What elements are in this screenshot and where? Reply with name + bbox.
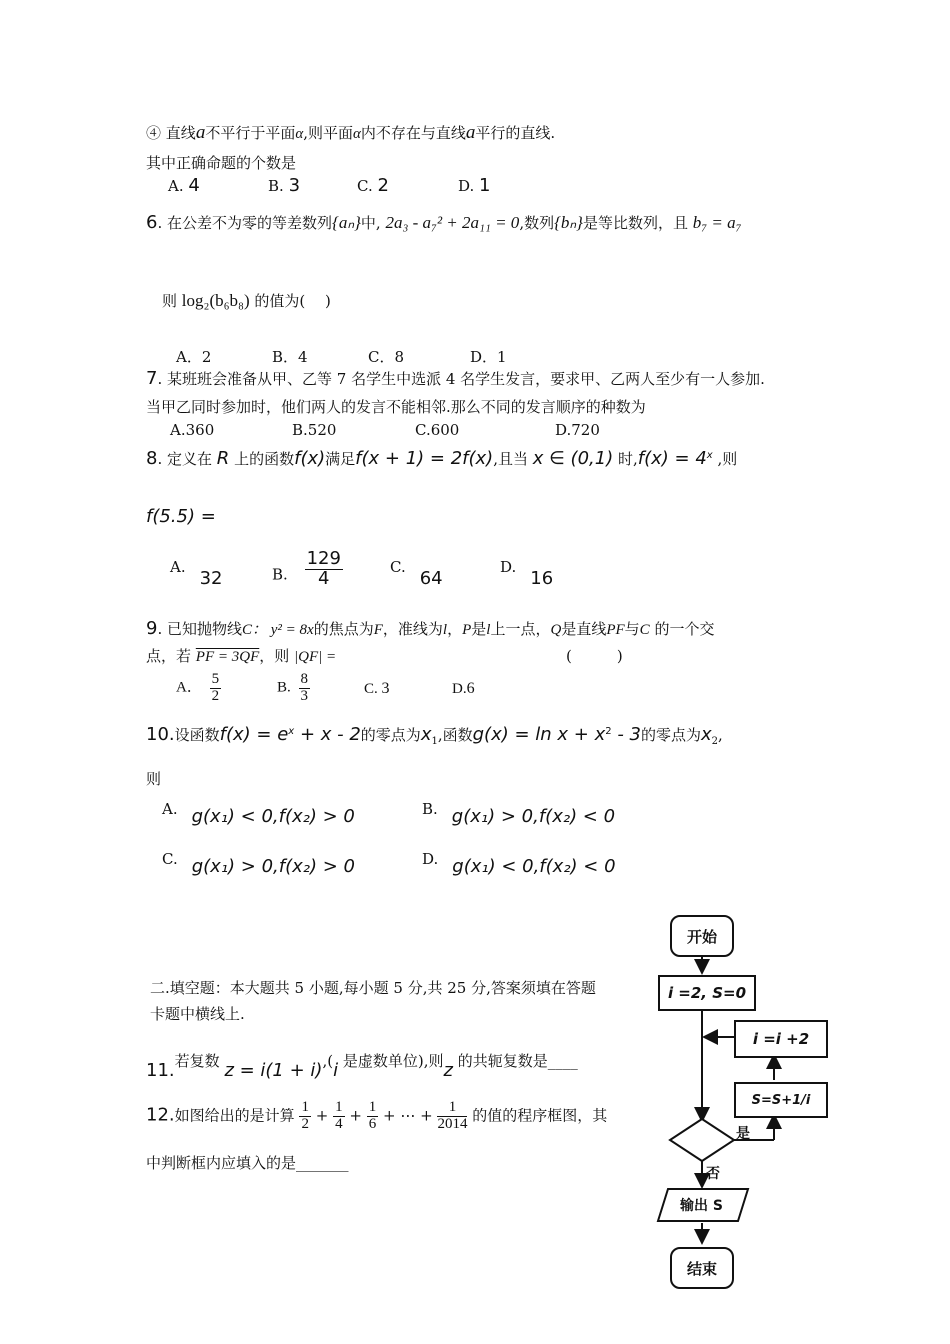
symbol-l: l bbox=[486, 622, 491, 638]
question-text: 的零点为 bbox=[360, 726, 421, 744]
q8-option-b: B. $\frac{129}{4}$ bbox=[272, 548, 341, 589]
function-f: f(x) = e bbox=[219, 724, 289, 745]
question-text: ,( bbox=[322, 1052, 334, 1070]
question-text: ,则 bbox=[717, 450, 738, 468]
function-g: g(x) = ln x + x bbox=[472, 724, 606, 745]
q9-option-a: A． $\frac{5}{2}$ bbox=[176, 671, 220, 704]
question-10: 10.设函数$f(x) = e^x + x - 2$的零点为$x_1$,函数$g(x) = \ln x + x^2 - 3$的零点为$x_2$, bbox=[146, 724, 723, 747]
fraction: $\frac{129}{4}$ bbox=[306, 548, 341, 589]
question-text: 的共轭复数是____ bbox=[457, 1052, 578, 1070]
question-text: 点，若 bbox=[146, 647, 192, 665]
question-11 bbox=[146, 1050, 578, 1081]
question-8-ask: f(5.5) = bbox=[146, 506, 216, 527]
equation: b₇ = a₇ bbox=[692, 213, 742, 232]
question-text: 在公差不为零的等差数列 bbox=[167, 214, 333, 232]
q10-option-a: A. g(x₁) < 0,f(x₂) > 0 bbox=[162, 800, 355, 827]
q6-option-b: B．4 bbox=[272, 348, 308, 366]
q5-option-a: A. 4 bbox=[168, 175, 200, 196]
q7-option-a: A.360 bbox=[170, 421, 215, 439]
statement-text: 直线 bbox=[165, 124, 196, 142]
question-9-line-2 bbox=[146, 645, 336, 666]
question-text: 的一个交 bbox=[654, 620, 715, 638]
symbol-P: P bbox=[462, 622, 472, 638]
question-text: 时, bbox=[618, 450, 638, 468]
fraction: $\frac{1}{2014}$ bbox=[437, 1099, 468, 1132]
equation: 2a₃ - a₇² + 2a₁₁ = 0 bbox=[385, 213, 520, 232]
question-6: 6. 在公差不为零的等差数列{aₙ}中, 2a₃ - a₇² + 2a₁₁ = 0,数列{bₙ}是等比数列，且 b₇ = a₇ bbox=[146, 212, 742, 233]
question-text: 的焦点为 bbox=[313, 620, 374, 638]
fraction: $\frac{1}{4}$ bbox=[335, 1099, 343, 1132]
flowchart bbox=[640, 905, 840, 1305]
output-label: 输出 S bbox=[680, 1198, 723, 1214]
q8-option-c: C.64 bbox=[390, 558, 443, 589]
symbol-F: F bbox=[373, 622, 383, 638]
q5-option-c: C. 2 bbox=[357, 175, 389, 196]
question-number: 7 bbox=[146, 368, 158, 389]
question-text: 若复数 bbox=[174, 1052, 220, 1070]
q10-option-d: D. g(x₁) < 0,f(x₂) < 0 bbox=[422, 850, 616, 877]
function-f: f(x) bbox=[294, 448, 326, 469]
statement-text: ,则平面 bbox=[303, 124, 353, 142]
question-number: 10. bbox=[146, 724, 175, 745]
fraction: $\frac{1}{2}$ bbox=[301, 1099, 309, 1132]
equation: f(x + 1) = 2f(x) bbox=[355, 448, 494, 469]
punctuation: , bbox=[718, 726, 723, 744]
exponent: x bbox=[288, 726, 295, 737]
yes-label: 是 bbox=[736, 1126, 750, 1142]
symbol-C: C bbox=[639, 622, 650, 638]
question-text: 则 bbox=[162, 292, 178, 310]
question-text: 的值为( ) bbox=[254, 292, 331, 310]
question-number: 12. bbox=[146, 1104, 175, 1126]
question-number: 6 bbox=[146, 212, 158, 233]
question-text: 如图给出的是计算 bbox=[174, 1106, 295, 1125]
start-box: 开始 bbox=[670, 915, 734, 957]
exponent: 2 bbox=[605, 726, 612, 737]
question-text: ,函数 bbox=[437, 726, 473, 744]
q8-option-a: A.32 bbox=[170, 558, 223, 589]
q9-option-b: B. $\frac{8}{3}$ bbox=[277, 671, 309, 704]
abs-expression: |QF| = bbox=[294, 649, 337, 665]
fraction: $\frac{1}{6}$ bbox=[368, 1099, 377, 1132]
question-number: 11. bbox=[146, 1060, 175, 1081]
question-text: ,且当 bbox=[493, 450, 528, 468]
q8-option-d: D.16 bbox=[500, 558, 554, 589]
section-2-heading-line-2: 卡题中横线上. bbox=[150, 1005, 245, 1023]
symbol-a: a bbox=[195, 122, 206, 143]
q7-option-c: C.600 bbox=[415, 421, 460, 439]
question-10-line-2: 则 bbox=[146, 770, 162, 788]
q7-option-d: D.720 bbox=[555, 421, 600, 439]
question-text: 是虚数单位),则 bbox=[342, 1052, 444, 1070]
question-text: ，则 bbox=[259, 647, 290, 665]
equation: ： y² = 8x bbox=[252, 622, 314, 638]
question-12-line-2: 中判断框内应填入的是_______ bbox=[146, 1154, 349, 1172]
question-text: 是直线 bbox=[561, 620, 607, 638]
statement-text: 平行的直线. bbox=[475, 124, 556, 142]
update-box: S=S+1/i bbox=[734, 1082, 828, 1118]
exponent: x bbox=[706, 450, 713, 461]
question-text: 定义在 bbox=[167, 450, 213, 468]
function-g: - 3 bbox=[611, 724, 641, 745]
symbol-C: C bbox=[242, 622, 253, 638]
symbol-a: a bbox=[465, 122, 476, 143]
question-text: 是 bbox=[471, 620, 487, 638]
question-text: 的零点为 bbox=[641, 726, 702, 744]
symbol-z: z bbox=[443, 1060, 453, 1081]
question-text: 设函数 bbox=[174, 726, 220, 744]
q6-option-c: C．8 bbox=[368, 348, 405, 366]
q6-option-d: D．1 bbox=[470, 348, 507, 366]
question-text: ， bbox=[447, 620, 463, 638]
symbol-PF: PF bbox=[606, 622, 625, 638]
section-2-heading: 二.填空题：本大题共 5 小题,每小题 5 分,共 25 分,答案须填在答题 bbox=[150, 979, 596, 997]
question-text: . 已知抛物线 bbox=[157, 620, 242, 638]
symbol-l: l bbox=[442, 622, 448, 638]
increment-box: i =i +2 bbox=[734, 1020, 828, 1058]
question-7-line-2: 当甲乙同时参加时，他们两人的发言不能相邻.那么不同的发言顺序的种数为 bbox=[146, 398, 646, 416]
question-5-stem: 其中正确命题的个数是 bbox=[146, 154, 297, 172]
statement-text: 不平行于平面 bbox=[205, 124, 296, 142]
question-text: 的值的程序框图，其 bbox=[472, 1106, 608, 1125]
question-text: 中, bbox=[360, 214, 381, 232]
question-12: 12.如图给出的是计算 $\frac{1}{2}$ + $\frac{1}{4}$ + $\frac{1}{6}$ + ⋯ + $\frac{1}{2014}$ 的值的程序框图，其 bbox=[146, 1099, 608, 1132]
symbol-alpha: α bbox=[352, 126, 361, 142]
statement-4 bbox=[146, 122, 555, 144]
answer-paren: ( ) bbox=[566, 647, 623, 665]
question-text: 是等比数列，且 bbox=[582, 214, 688, 232]
symbol-alpha: α bbox=[295, 126, 304, 142]
q10-option-b: B. g(x₁) > 0,f(x₂) < 0 bbox=[422, 800, 616, 827]
condition: x ∈ (0,1) bbox=[532, 448, 614, 469]
symbol-i: i bbox=[333, 1060, 339, 1081]
statement-text: 内不存在与直线 bbox=[360, 124, 466, 142]
q5-option-b: B. 3 bbox=[268, 175, 301, 196]
question-text: . 某班班会准备从甲、乙等 7 名学生中选派 4 名学生发言，要求甲、乙两人至少有一人参加. bbox=[157, 370, 765, 388]
q5-option-d: D. 1 bbox=[458, 175, 491, 196]
question-7 bbox=[146, 368, 765, 389]
end-box: 结束 bbox=[670, 1247, 734, 1289]
symbol-x1: x bbox=[420, 724, 432, 745]
symbol-Q: Q bbox=[550, 622, 562, 638]
q7-option-b: B.520 bbox=[292, 421, 337, 439]
question-number: 9 bbox=[146, 618, 158, 639]
question-8: 8. 定义在 R 上的函数f(x)满足f(x + 1) = 2f(x),且当 x ∈ (0,1) 时$,f(x) = 4^x$ ,则 bbox=[146, 448, 738, 469]
function-f: + x - 2 bbox=[294, 724, 361, 745]
statement-number: ④ bbox=[146, 124, 162, 142]
no-label: 否 bbox=[706, 1166, 720, 1182]
vector-equation: PF = 3QF bbox=[195, 649, 260, 665]
equation: f(x) = 4 bbox=[637, 448, 707, 469]
question-text: 上的函数 bbox=[234, 450, 295, 468]
question-6-line-2 bbox=[162, 290, 331, 311]
fraction: $\frac{5}{2}$ bbox=[211, 671, 220, 704]
q9-option-c: C. 3 bbox=[364, 680, 390, 697]
question-text: 与 bbox=[624, 620, 640, 638]
symbol-x2: x bbox=[701, 724, 712, 745]
question-9 bbox=[146, 618, 714, 639]
sequence-b: {bₙ} bbox=[554, 213, 583, 232]
q6-option-a: A．2 bbox=[176, 348, 212, 366]
question-number: 8 bbox=[146, 448, 158, 469]
question-text: ,数列 bbox=[519, 214, 555, 232]
init-box: i =2, S=0 bbox=[658, 975, 756, 1011]
sequence-a: {aₙ} bbox=[332, 213, 361, 232]
q9-option-d: D.6 bbox=[452, 680, 475, 697]
question-text: 上一点， bbox=[490, 620, 551, 638]
fraction: $\frac{8}{3}$ bbox=[300, 671, 309, 704]
equation: z = i(1 + i) bbox=[224, 1060, 323, 1081]
log-expression: log₂(b₆b₈) bbox=[181, 291, 250, 310]
symbol-R: R bbox=[216, 448, 230, 469]
question-text: 满足 bbox=[325, 450, 356, 468]
q10-option-c: C. g(x₁) > 0,f(x₂) > 0 bbox=[162, 850, 355, 877]
question-text: ，准线为 bbox=[382, 620, 443, 638]
decision-diamond bbox=[670, 1119, 734, 1161]
